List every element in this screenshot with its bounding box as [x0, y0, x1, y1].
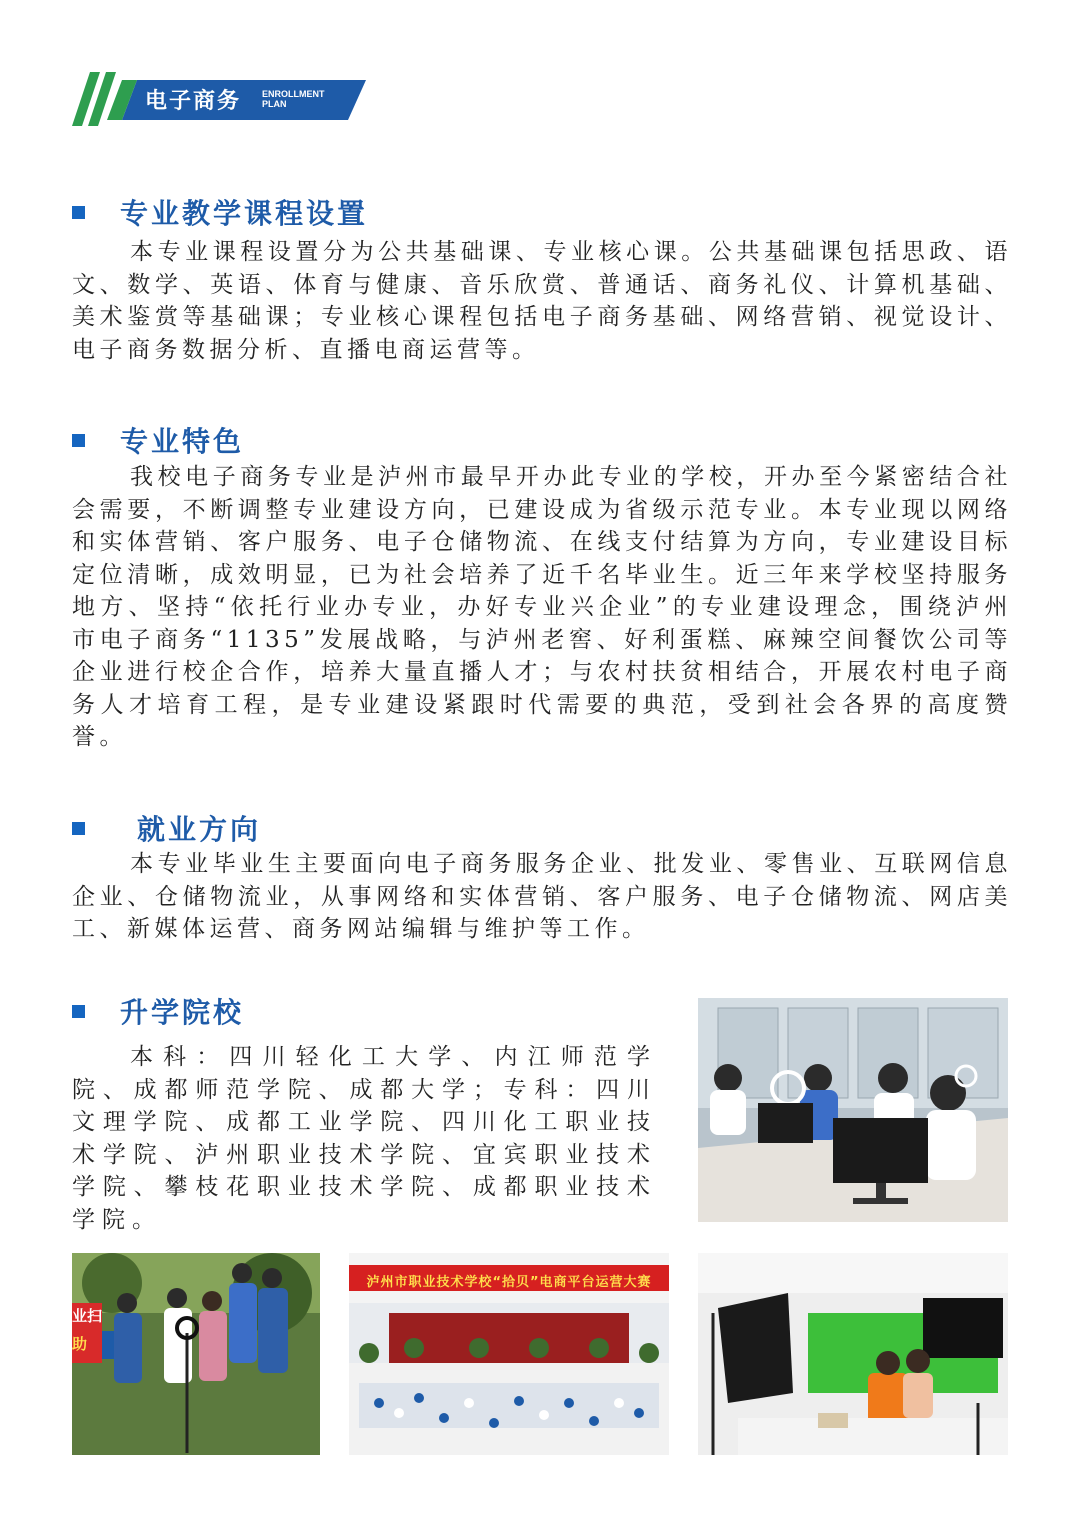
- photo-competition-event: [349, 1253, 669, 1455]
- photo-field-livestream: [72, 1253, 320, 1455]
- banner-subtitle-line1: ENROLLMENT: [262, 89, 325, 99]
- section-body-employment: 本专业毕业生主要面向电子商务服务企业、批发业、零售业、互联网信息企业、仓储物流业，从事网络和实体营销、客户服务、电子仓储物流、网店美工、新媒体运营、商务网站编辑与维护等工作。: [72, 851, 1012, 942]
- section-title: 就业方向: [137, 813, 262, 846]
- section-title: 升学院校: [120, 996, 245, 1029]
- section-heading-features: [72, 420, 244, 460]
- photo-computer-lab: [698, 998, 1008, 1222]
- banner-stripes: [0, 0, 400, 140]
- square-bullet-icon: [72, 822, 85, 835]
- square-bullet-icon: [72, 434, 85, 447]
- square-bullet-icon: [72, 1005, 85, 1018]
- section-heading-curriculum: [72, 192, 368, 232]
- banner-title: 电子商务: [145, 89, 242, 114]
- banner-subtitle: [262, 89, 325, 109]
- section-body-features: 我校电子商务专业是泸州市最早开办此专业的学校，开办至今紧密结合社会需要，不断调整专业建设方向，已建设成为省级示范专业。本专业现以网络和实体营销、客户服务、电子仓储物流、在线支付结算为方向，专业建设目标定位清晰，成效明显，已为社会培养了近千名毕业生。近三年来学校坚持服务地方、坚持“依托行业办专业，办好专业兴企业”的专业建设理念，围绕泸州市电子商务“1135”发展战略，与泸州老窖、好利蛋糕、麻辣空间餐饮公司等企业进行校企合作，培养大量直播人才；与农村扶贫相结合，开展农村电子商务人才培育工程，是专业建设紧跟时代需要的典范，受到社会各界的高度赞誉。: [72, 464, 1012, 750]
- section-heading-employment: [72, 808, 261, 848]
- square-bullet-icon: [72, 206, 85, 219]
- event-banner-text: 泸州市职业技术学校“拾贝”电商平台运营大赛: [366, 1275, 652, 1290]
- photo-green-screen-studio: [698, 1253, 1008, 1455]
- sign-text: 业扫: [72, 1307, 103, 1325]
- section-body-further-study: 本科：四川轻化工大学、内江师范学院、成都师范学院、成都大学；专科：四川文理学院、成都工业学院、四川化工职业技术学院、泸州职业技术学院、宜宾职业技术学院、攀枝花职业技术学院、成都职业技术学院。: [72, 1044, 657, 1233]
- section-title: 专业教学课程设置: [120, 197, 369, 230]
- sign-text-2: 助: [72, 1335, 88, 1353]
- banner-subtitle-line2: PLAN: [262, 99, 287, 109]
- section-heading-further-study: [72, 991, 244, 1031]
- section-title: 专业特色: [120, 425, 245, 458]
- header-banner: [0, 0, 1080, 140]
- section-body-curriculum: 本专业课程设置分为公共基础课、专业核心课。公共基础课包括思政、语文、数学、英语、体育与健康、音乐欣赏、普通话、商务礼仪、计算机基础、美术鉴赏等基础课；专业核心课程包括电子商务基础、网络营销、视觉设计、电子商务数据分析、直播电商运营等。: [72, 239, 1012, 363]
